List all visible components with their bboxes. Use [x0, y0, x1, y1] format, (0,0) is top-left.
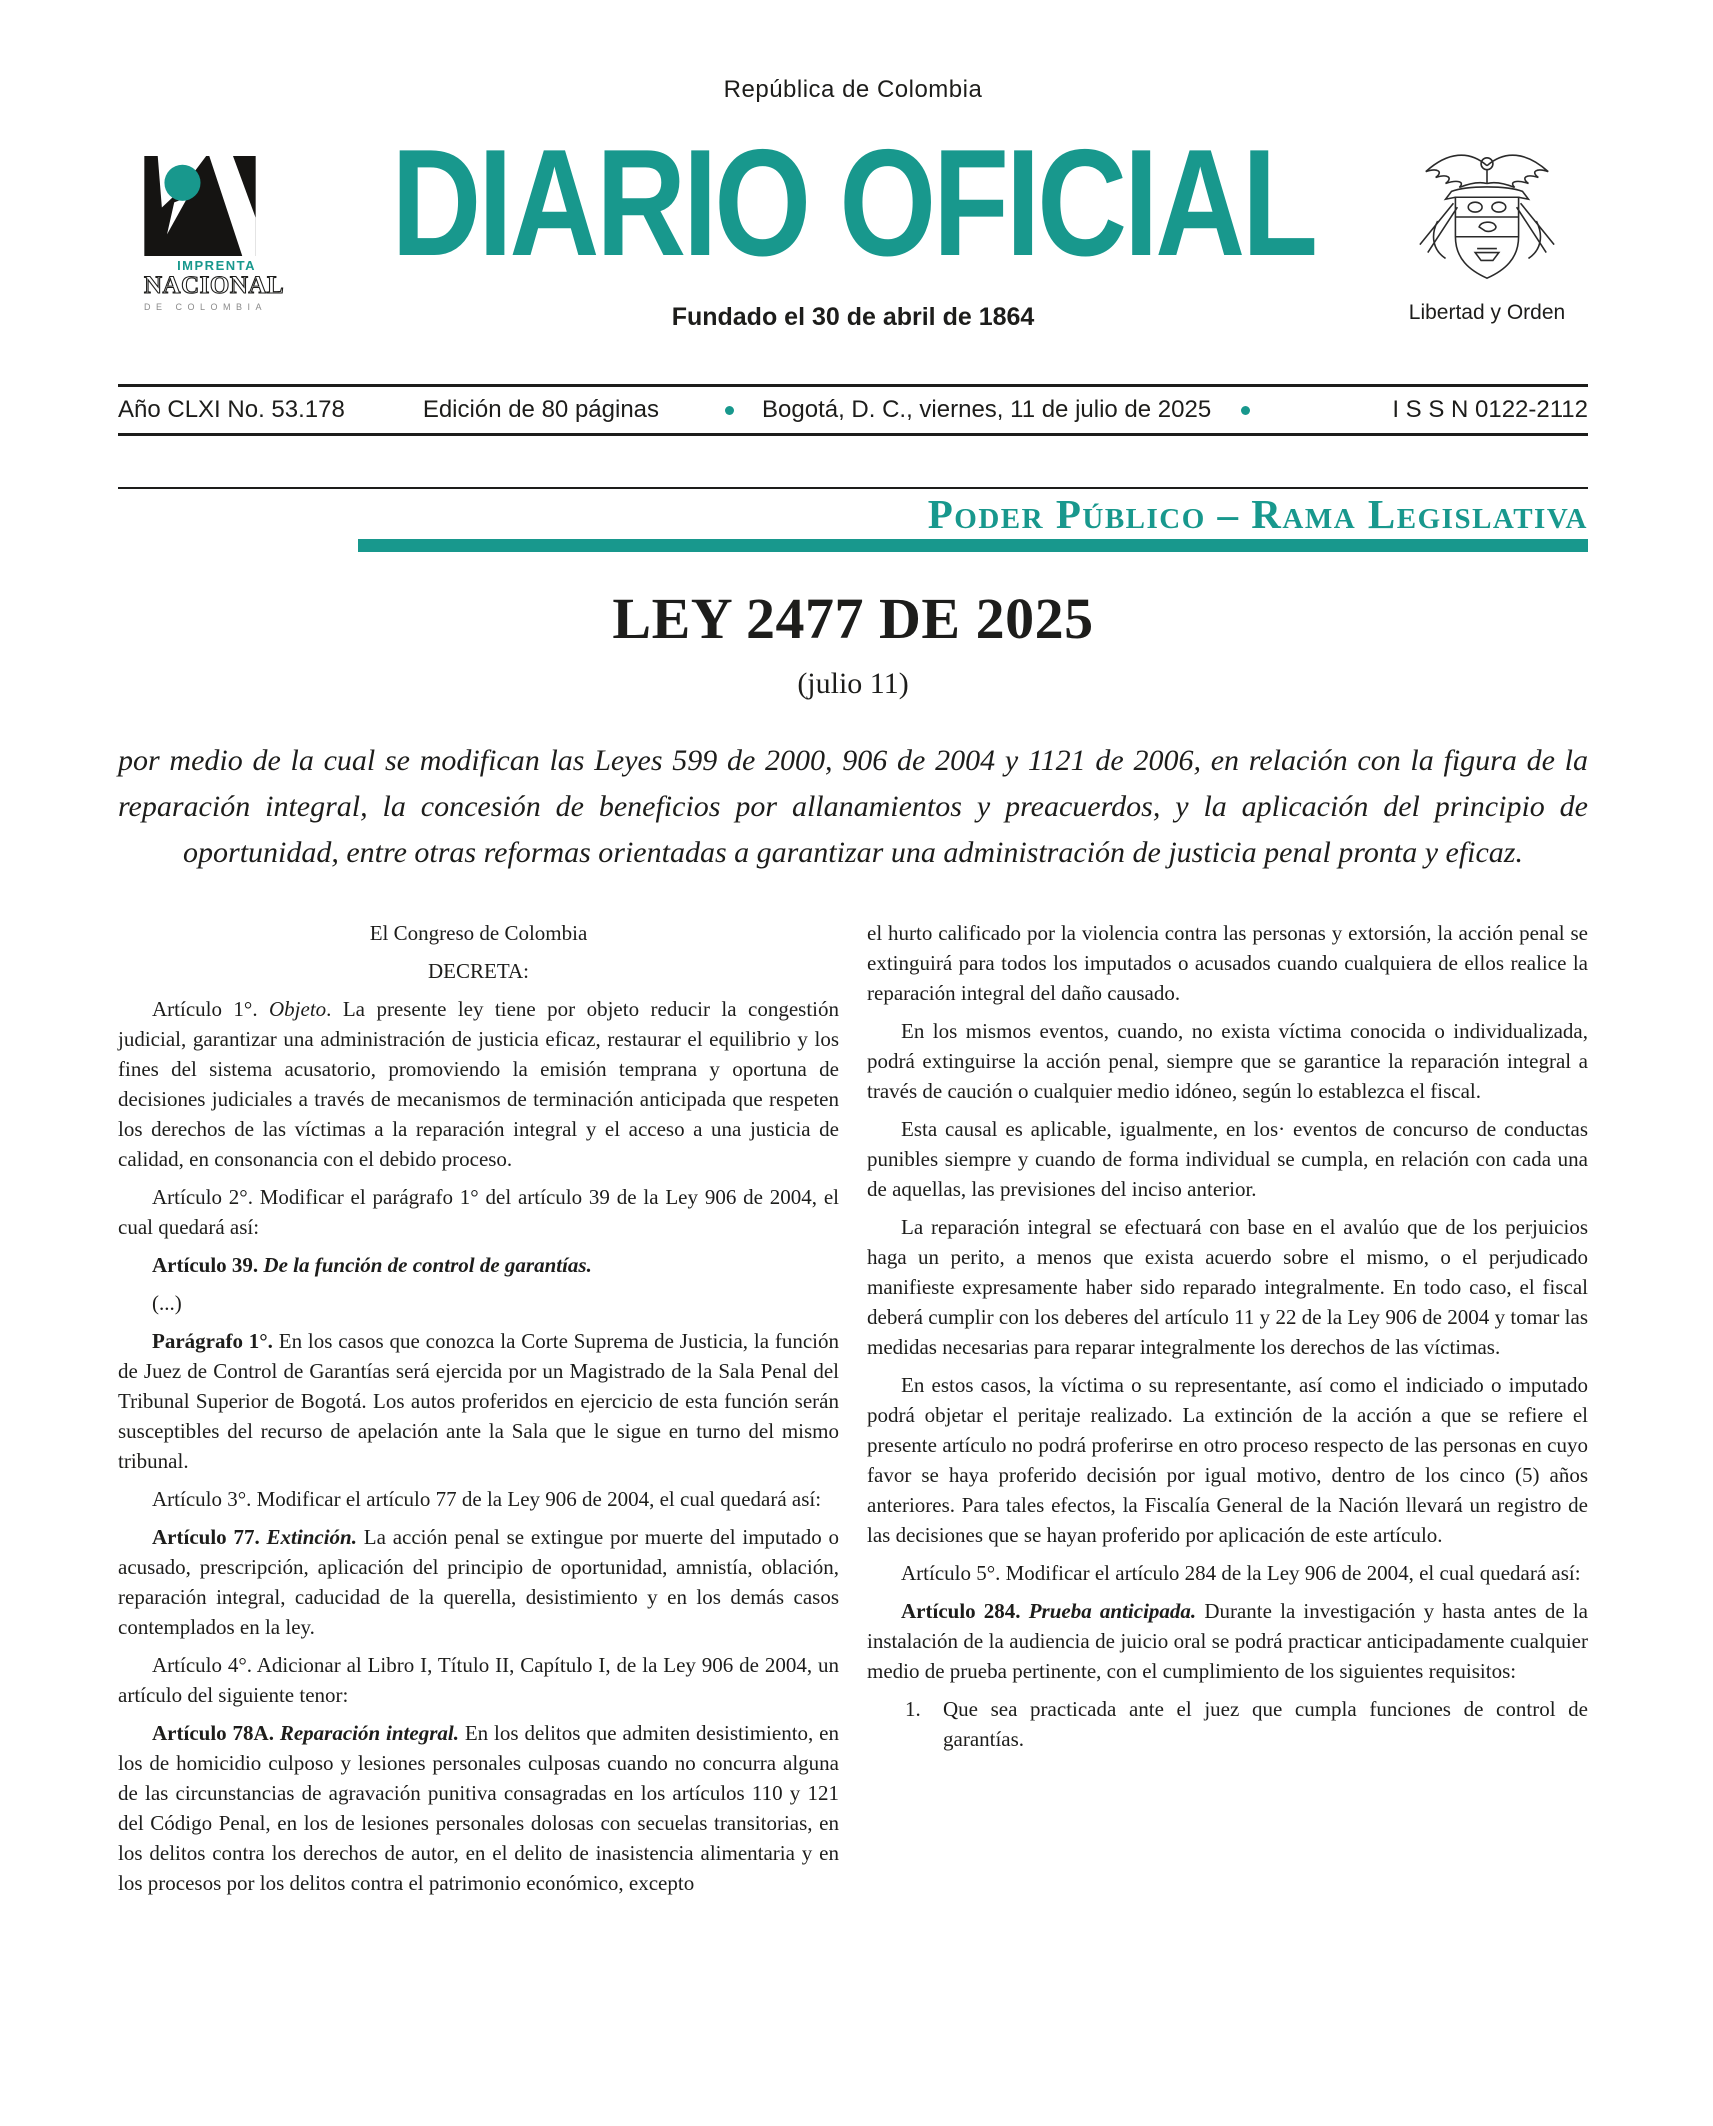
body-paragraph: Artículo 78A. Reparación integral. En los delitos que admiten desistimiento, en los de homicidio culposo y lesiones personales culposas cuando no concurra alguna de las circunstancias de agravación punitiva consagradas en los artículos 110 y 121 del Código Penal, en los de lesiones personales dolosas con secuelas transitorias, en los delitos contra los derechos de autor, en el delito de inasistencia alimentaria y en los procesos por los delitos contra el patrimonio económico, excepto — [118, 1721, 839, 1895]
left-column — [118, 918, 839, 1898]
body-columns — [118, 918, 1588, 1898]
section-title: Poder Público – Rama Legislativa — [927, 491, 1588, 537]
body-paragraph: Esta causal es aplicable, igualmente, en los· eventos de concurso de conductas punibles siempre y cuando de forma individual se cumpla, en relación con cada una de aquellas, las previsiones del inciso anterior. — [867, 1117, 1588, 1201]
arms-caption-label: Libertad y Orden — [1408, 301, 1566, 324]
right-column — [867, 918, 1588, 1898]
body-paragraph: La reparación integral se efectuará con base en el avalúo que de los perjuicios haga un perito, a menos que exista acuerdo sobre el mismo, o el perjudicado manifieste expresamente haber sido reparado integralmente. En todo caso, el fiscal deberá cumplir con los deberes del artículo 11 y 22 de la Ley 906 de 2004 y tomar las medidas necesarias para reparar integralmente los derechos de las víctimas. — [867, 1215, 1588, 1359]
separator-dot-icon — [725, 406, 734, 415]
logo-nacional-label: NACIONAL — [144, 272, 285, 299]
coat-of-arms-icon — [1408, 142, 1566, 294]
body-paragraph: Artículo 284. Prueba anticipada. Durante la investigación y hasta antes de la instalación de la audiencia de juicio oral se podrá practicar anticipadamente cualquier medio de prueba pertinente, con el cumplimiento de los siguientes requisitos: — [867, 1599, 1588, 1683]
logo-imprenta-label: IMPRENTA — [177, 258, 256, 273]
republic-label: República de Colombia — [723, 76, 983, 103]
body-paragraph: En los mismos eventos, cuando, no exista víctima conocida o individualizada, podrá extinguirse la acción penal, siempre que se garantice la reparación integral a través de caución o cualquier medio idóneo, según lo establezca el fiscal. — [867, 1019, 1588, 1103]
law-summary: por medio de la cual se modifican las Leyes 599 de 2000, 906 de 2004 y 1121 de 2006, en relación con la figura de la reparación integral, la concesión de beneficios por allanamientos y preacuerdos, y la aplicación del principio de oportunidad, entre otras reformas orientadas a garantizar una administración de justicia penal pronta y eficaz. — [118, 744, 1588, 869]
issue-metadata-band — [118, 384, 1588, 436]
ordered-list-item: 1. Que sea practicada ante el juez que cumpla funciones de control de garantías. — [867, 1694, 1588, 1754]
body-paragraph: Artículo 5°. Modificar el artículo 284 de la Ley 906 de 2004, el cual quedará así: — [901, 1561, 1581, 1585]
body-paragraph: El Congreso de Colombia — [369, 921, 588, 945]
list-number: 1. — [905, 1697, 921, 1721]
body-paragraph: DECRETA: — [428, 959, 529, 983]
body-paragraph: En estos casos, la víctima o su representante, así como el indiciado o imputado podrá objetar el peritaje realizado. La extinción de la acción a que se refiere el presente artículo no podrá proferirse en otro proceso respecto de las personas en cuyo favor se haya proferido decisión por igual motivo, dentro de los cinco (5) años anteriores. Para tales efectos, la Fiscalía General de la Nación llevará un registro de las decisiones que se hayan proferido por aplicación de este artículo. — [867, 1373, 1588, 1547]
section-accent-bar — [358, 539, 1588, 552]
masthead — [118, 0, 1588, 384]
law-title: LEY 2477 DE 2025 — [612, 586, 1094, 651]
masthead-title: DIARIO OFICIAL — [391, 118, 1315, 288]
body-paragraph: Artículo 4°. Adicionar al Libro I, Título II, Capítulo I, de la Ley 906 de 2004, un artículo del siguiente tenor: — [118, 1653, 839, 1707]
issue-edition: Edición de 80 páginas — [422, 396, 660, 423]
body-paragraph: el hurto calificado por la violencia contra las personas y extorsión, la acción penal se extinguirá para todos los imputados o acusados cuando cualquiera de ellos realice la reparación integral del daño causado. — [867, 921, 1588, 1005]
logo-de-colombia-label: DE COLOMBIA — [144, 302, 268, 312]
body-paragraph: Artículo 2°. Modificar el parágrafo 1° del artículo 39 de la Ley 906 de 2004, el cual quedará así: — [118, 1185, 839, 1239]
issue-year-number: Año CLXI No. 53.178 — [118, 396, 345, 423]
coat-of-arms — [1408, 142, 1566, 325]
body-paragraph: Artículo 3°. Modificar el artículo 77 de la Ley 906 de 2004, el cual quedará así: — [152, 1487, 822, 1511]
body-paragraph: (...) — [152, 1291, 182, 1315]
divider-rule — [118, 487, 1588, 489]
separator-dot-icon — [1241, 406, 1250, 415]
body-paragraph: Artículo 77. Extinción. La acción penal se extingue por muerte del imputado o acusado, prescripción, aplicación del principio de oportunidad, amnistía, oblación, reparación integral, caducidad de la querella, desistimiento y en los demás casos contemplados en la ley. — [118, 1525, 839, 1639]
body-paragraph: Artículo 1°. Objeto. La presente ley tiene por objeto reducir la congestión judicial, garantizar una administración de justicia eficaz, restaurar el equilibrio y los fines del sistema acusatorio, promoviendo la emisión temprana y oportuna de decisiones judiciales a través de mecanismos de terminación anticipada que respeten los derechos de las víctimas a la reparación integral y el acceso a una justicia de calidad, en consonancia con el debido proceso. — [118, 997, 839, 1171]
law-date: (julio 11) — [797, 667, 909, 700]
issue-place-date: Bogotá, D. C., viernes, 11 de julio de 2025 — [762, 396, 1212, 423]
founded-label: Fundado el 30 de abril de 1864 — [671, 303, 1035, 331]
body-paragraph: Artículo 39. De la función de control de garantías. — [152, 1253, 592, 1277]
issue-issn: I S S N 0122-2112 — [1392, 396, 1588, 423]
body-paragraph: Parágrafo 1°. En los casos que conozca la Corte Suprema de Justicia, la función de Juez de Control de Garantías será ejercida por un Magistrado de la Sala Penal del Tribunal Superior de Bogotá. Los autos proferidos en ejercicio de esta función serán susceptibles del recurso de apelación ante la Sala que le sigue en turno del mismo tribunal. — [118, 1329, 839, 1473]
